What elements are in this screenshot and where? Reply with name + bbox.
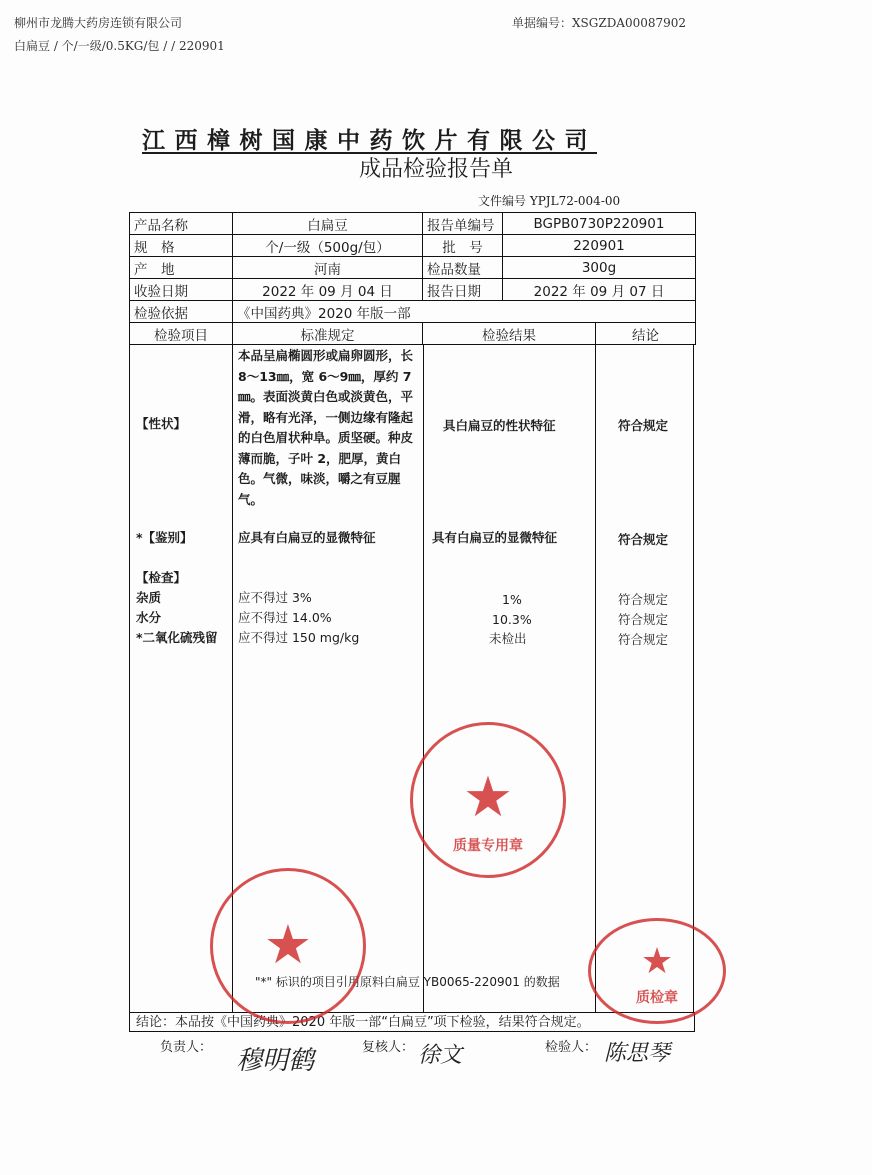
report-seal [410,722,566,878]
so2-result: 未检出 [489,631,527,646]
inspection-seal [588,918,726,1024]
responsible-label: 负责人： [160,1040,213,1055]
col-conclusion: 结论 [596,323,696,345]
source-company: 柳州市龙腾大药房连锁有限公司 [14,16,183,30]
col-result: 检验结果 [423,323,596,345]
col-item: 检验项目 [130,323,233,345]
table-row [130,301,696,323]
ident-label: *【鉴别】 [136,530,193,545]
table-row [130,213,696,235]
water-conclusion: 符合规定 [618,612,669,627]
impurity-label: 杂质 [136,590,162,605]
contract-seal [210,868,366,1024]
report-title: 成品检验报告单 [358,157,513,182]
impurity-result: 1% [502,592,522,607]
so2-conclusion: 符合规定 [618,632,669,647]
conclusion: 结论：本品按《中国药典》2020 年版一部“白扁豆”项下检验，结果符合规定。 [129,1012,695,1032]
star-icon: ★ [640,941,674,982]
report-date: 2022 年 09 月 07 日 [503,279,696,301]
water-label: 水分 [136,610,162,625]
water-standard: 应不得过 14.0% [238,610,332,625]
spec-label: 规 格 [130,235,233,257]
file-number: 文件编号 YPJL72-004-00 [478,194,621,208]
col-standard: 标准规定 [233,323,423,345]
ident-standard: 应具有白扁豆的显微特征 [238,530,376,545]
data-source-note: "*" 标识的项目引用原料白扁豆 YB0065-220901 的数据 [255,975,560,989]
impurity-conclusion: 符合规定 [618,592,669,607]
impurity-standard: 应不得过 3% [238,590,312,605]
product-name-label: 产品名称 [130,213,233,235]
seal-text: 质量专用章 [453,838,523,854]
table-row [130,323,696,345]
check-label: 【检查】 [136,570,187,585]
ident-conclusion: 符合规定 [618,532,669,547]
report-date-label: 报告日期 [423,279,503,301]
doc-number: 单据编号：XSGZDA00087902 [512,16,687,30]
basis: 《中国药典》2020 年版一部 [233,301,696,323]
qty-label: 检品数量 [423,257,503,279]
star-icon: ★ [263,913,313,976]
water-result: 10.3% [492,612,532,627]
report-no-label: 报告单编号 [423,213,503,235]
ident-result: 具有白扁豆的显微特征 [432,530,558,545]
table-row [130,257,696,279]
table-row [130,279,696,301]
star-icon: ★ [462,765,514,830]
character-conclusion: 符合规定 [618,418,669,433]
so2-standard: 应不得过 150 mg/kg [238,630,360,645]
character-label: 【性状】 [136,416,187,431]
batch-label: 批 号 [423,235,503,257]
inspector-signature: 陈思琴 [604,1041,671,1066]
qty: 300g [503,257,696,279]
so2-label: *二氧化硫残留 [136,630,218,645]
company-title: 江西樟树国康中药饮片有限公司 [142,128,597,154]
results-header [129,322,696,345]
report-no: BGPB0730P220901 [503,213,696,235]
table-row [130,235,696,257]
basis-label: 检验依据 [130,301,233,323]
seal-text: 质检章 [636,990,678,1006]
inspector-label: 检验人： [545,1040,598,1055]
divider [423,344,424,1012]
receive-date: 2022 年 09 月 04 日 [233,279,423,301]
product-line: 白扁豆 / 个/一级/0.5KG/包 / / 220901 [14,39,225,53]
receive-date-label: 收验日期 [130,279,233,301]
character-result: 具白扁豆的性状特征 [443,418,556,433]
responsible-signature: 穆明鹤 [236,1046,315,1076]
reviewer-signature: 徐文 [418,1043,463,1068]
origin-label: 产 地 [130,257,233,279]
divider [595,344,596,1012]
reviewer-label: 复核人： [362,1040,415,1055]
character-standard: 本品呈扁椭圆形或扁卵圆形，长 8～13㎜，宽 6～9㎜，厚约 7㎜。表面淡黄白色或淡黄色，平滑，略有光泽，一侧边缘有隆起的白色眉状种阜。质坚硬。种皮薄而脆，子叶 2，肥厚，黄白色。气微，味淡，嚼之有豆腥气。 [238,348,414,507]
info-table [129,212,696,323]
origin: 河南 [233,257,423,279]
spec: 个/一级（500g/包） [233,235,423,257]
product-name: 白扁豆 [233,213,423,235]
batch: 220901 [503,235,696,257]
